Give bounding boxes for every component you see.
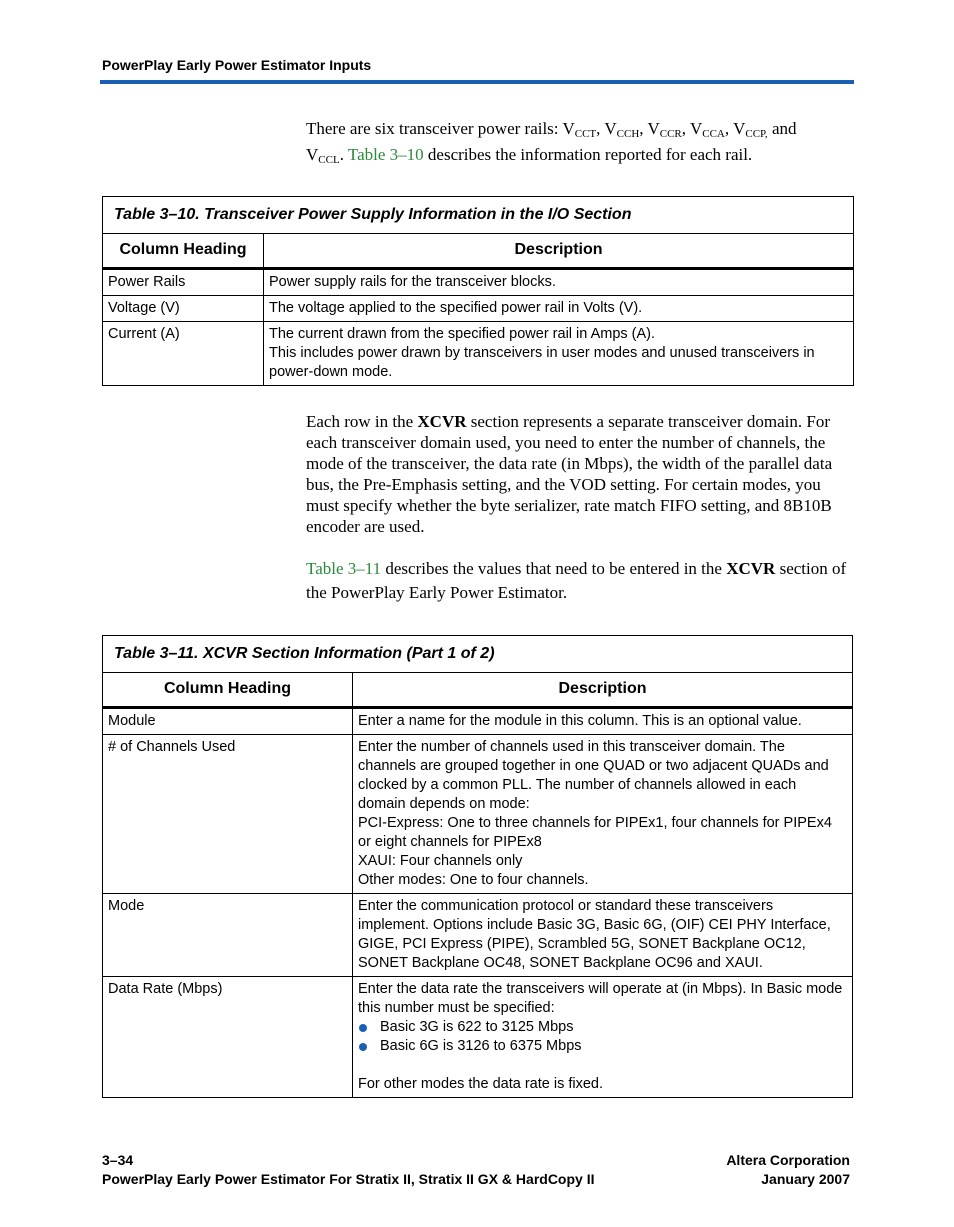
column-heading-header: Column Heading bbox=[103, 234, 264, 269]
xcvr-paragraph bbox=[306, 411, 851, 537]
rail-subscript: CCR bbox=[659, 128, 682, 140]
table-3-10-link[interactable]: Table 3–10 bbox=[347, 145, 424, 164]
document-title: PowerPlay Early Power Estimator For Stratix II, Stratix II GX & HardCopy II bbox=[102, 1171, 595, 1187]
intro-tail: describes the information reported for each rail. bbox=[427, 145, 753, 164]
running-header: PowerPlay Early Power Estimator Inputs bbox=[102, 57, 372, 73]
row-heading: Current (A) bbox=[103, 322, 264, 386]
footer-right bbox=[726, 1151, 850, 1189]
company-name: Altera Corporation bbox=[726, 1152, 850, 1168]
row-heading: # of Channels Used bbox=[103, 735, 353, 894]
intro-paragraph: There are six transceiver power rails: $V_{CCT}$, $V_{CCH}$, $V_{CCR}$, $V_{CCA}$, $V_{CCP,}$ and $V_{CCL}$. Table 3–10 describes the information reported for each rail. bbox=[306, 119, 797, 166]
intro-and: and bbox=[771, 119, 797, 138]
table-row bbox=[103, 708, 853, 735]
table-3-11 bbox=[102, 635, 853, 1098]
table-3-10 bbox=[102, 196, 854, 386]
row-description: The voltage applied to the specified power rail in Volts (V). bbox=[264, 296, 854, 322]
table-row bbox=[103, 322, 854, 386]
table-row bbox=[103, 894, 853, 977]
column-heading-header: Column Heading bbox=[103, 673, 353, 708]
row-description: Enter a name for the module in this column. This is an optional value. bbox=[353, 708, 853, 735]
rail-subscript: CCT bbox=[574, 128, 597, 140]
row-heading: Data Rate (Mbps) bbox=[103, 977, 353, 1098]
bullet-icon bbox=[359, 1024, 367, 1032]
table-3-11-caption: Table 3–11. XCVR Section Information (Part 1 of 2) bbox=[103, 636, 853, 673]
rail-subscript: CCL bbox=[318, 154, 340, 166]
row-heading: Voltage (V) bbox=[103, 296, 264, 322]
xcvr-text: section represents a separate transceiver domain. For each transceiver domain used, you need to enter the number of channels, the mode of the transceiver, the data rate (in Mbps), the width of the parallel data bus, the Pre-Emphasis setting, and the VOD setting. For certain modes, you must specify whether the byte serializer, rate match FIFO setting, and 8B10B encoder are used. bbox=[306, 412, 833, 536]
table-3-11-reference-paragraph bbox=[306, 557, 851, 605]
row-description: The current drawn from the specified power rail in Amps (A). This includes power drawn by transceivers in user modes and unused transceivers in power-down mode. bbox=[264, 322, 854, 386]
xcvr-bold: XCVR bbox=[417, 412, 467, 431]
reference-text: describes the values that need to be entered in the bbox=[385, 559, 722, 578]
table-3-11-link[interactable]: Table 3–11 bbox=[306, 559, 382, 578]
list-item: Basic 6G is 3126 to 6375 Mbps bbox=[358, 1037, 846, 1056]
table-3-10-caption: Table 3–10. Transceiver Power Supply Information in the I/O Section bbox=[103, 197, 854, 234]
description-header: Description bbox=[353, 673, 853, 708]
intro-last-prefix: V bbox=[306, 145, 319, 164]
row-description: Power supply rails for the transceiver blocks. bbox=[264, 269, 854, 296]
footer-left bbox=[102, 1151, 594, 1189]
header-rule bbox=[100, 80, 854, 84]
table-row bbox=[103, 269, 854, 296]
rail-subscript: CCH bbox=[616, 128, 640, 140]
table-row bbox=[103, 977, 853, 1098]
row-heading: Mode bbox=[103, 894, 353, 977]
row-description: Enter the number of channels used in this transceiver domain. The channels are grouped together in one QUAD or two adjacent QUADs and clocked by a common PLL. The number of channels allowed in each domain depends on mode: PCI-Express: One to three channels for PIPEx1, four channels for PIPEx4 or eight channels for PIPEx8 XAUI: Four channels only Other modes: One to four channels. bbox=[353, 735, 853, 894]
rail-subscript: CCP, bbox=[745, 128, 768, 140]
row-heading: Module bbox=[103, 708, 353, 735]
intro-lead: There are six transceiver power rails: V bbox=[306, 119, 575, 138]
row-description: Enter the data rate the transceivers will operate at (in Mbps). In Basic mode this number must be specified: Basic 3G is 622 to 3125 Mbps Basic 6G is 3126 to 6375 Mbps For other modes the data rate is fixed. bbox=[353, 977, 853, 1098]
list-item: Basic 3G is 622 to 3125 Mbps bbox=[358, 1018, 846, 1037]
page-number: 3–34 bbox=[102, 1152, 134, 1168]
row-heading: Power Rails bbox=[103, 269, 264, 296]
table-row bbox=[103, 735, 853, 894]
row-description: Enter the communication protocol or standard these transceivers implement. Options include Basic 3G, Basic 6G, (OIF) CEI PHY Interface, GIGE, PCI Express (PIPE), Scrambled 5G, SONET Backplane OC12, SONET Backplane OC48, SONET Backplane OC96 and XAUI. bbox=[353, 894, 853, 977]
table-row bbox=[103, 296, 854, 322]
description-header: Description bbox=[264, 234, 854, 269]
xcvr-bold: XCVR bbox=[726, 559, 776, 578]
reference-text: section of the PowerPlay Early Power Estimator. bbox=[306, 559, 847, 602]
bullet-list bbox=[358, 1018, 846, 1056]
bullet-icon bbox=[359, 1043, 367, 1051]
rail-subscript: CCA bbox=[702, 128, 725, 140]
publication-date: January 2007 bbox=[761, 1171, 850, 1187]
xcvr-text: Each row in the bbox=[306, 412, 414, 431]
